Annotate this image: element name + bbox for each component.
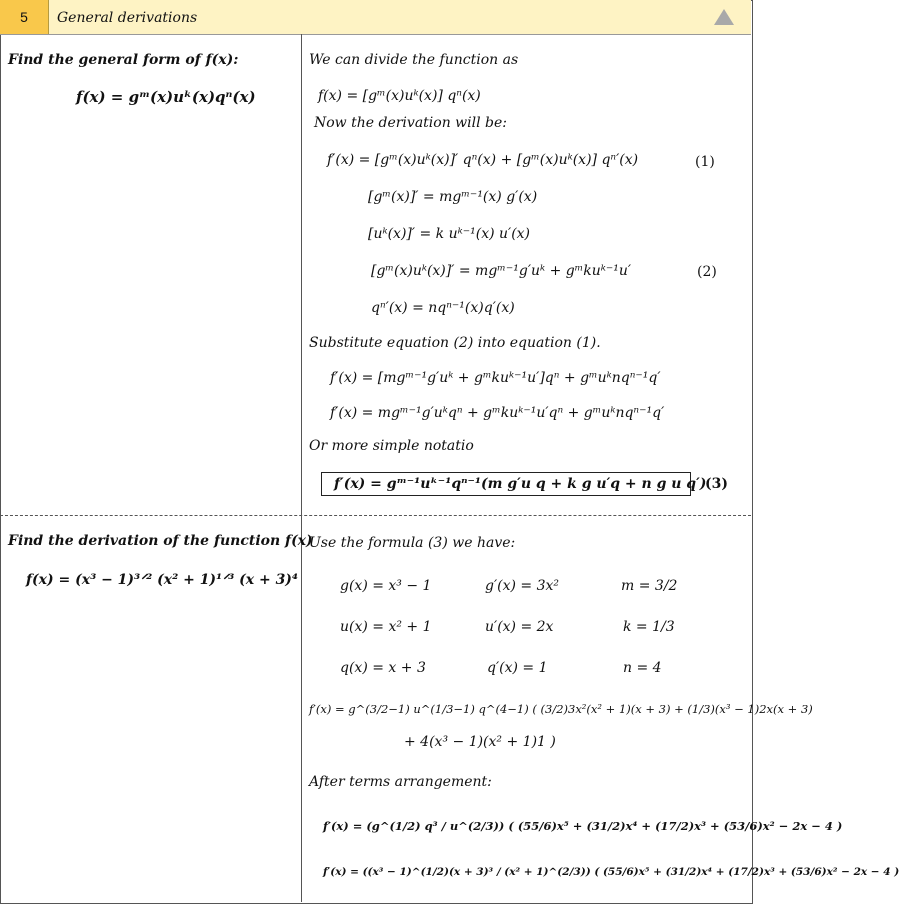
substituted-equation-1: f′(x) = [mgᵐ⁻¹g′uᵏ + gᵐkuᵏ⁻¹u′]qⁿ + gᵐuᵏnqⁿ⁻¹q′ bbox=[330, 370, 661, 386]
result-equation-1: f′(x) = (g^(1/2) q³ / u^(2/3)) ( (55/6)x⁵ + (31/2)x⁴ + (17/2)x³ + (53/6)x² − 2x − 4 ) bbox=[323, 819, 843, 833]
intro-text: We can divide the function as bbox=[309, 52, 519, 68]
simpler-text: Or more simple notatio bbox=[309, 438, 474, 454]
column-divider bbox=[301, 34, 302, 902]
after-arrangement-text: After terms arrangement: bbox=[309, 774, 492, 790]
use-formula-text: Use the formula (3) we have: bbox=[309, 535, 516, 551]
row-divider bbox=[0, 515, 751, 516]
equation-3-tag: (3) bbox=[705, 476, 728, 492]
substituted-equation-2: f′(x) = mgᵐ⁻¹g′uᵏqⁿ + gᵐkuᵏ⁻¹u′qⁿ + gᵐuᵏnqⁿ⁻¹q′ bbox=[330, 405, 665, 421]
equation-2-tag: (2) bbox=[697, 264, 717, 280]
derivative-line-1: f′(x) = g^(3/2−1) u^(1/3−1) q^(4−1) ( (3/2)3x²(x² + 1)(x + 3) + (1/3)(x³ − 1)2x(x + 3) bbox=[309, 702, 813, 716]
derivative-line-2: + 4(x³ − 1)(x² + 1)1 ) bbox=[404, 734, 556, 750]
q-derivative: q′(x) = 1 bbox=[487, 660, 548, 676]
substitute-text: Substitute equation (2) into equation (1). bbox=[309, 335, 601, 351]
section-header bbox=[0, 0, 751, 35]
m-value: m = 3/2 bbox=[621, 578, 678, 594]
collapse-triangle-icon[interactable] bbox=[714, 9, 734, 25]
equation-2: [gᵐ(x)uᵏ(x)]′ = mgᵐ⁻¹g′uᵏ + gᵐkuᵏ⁻¹u′ bbox=[371, 263, 632, 279]
section-number: 5 bbox=[0, 0, 49, 34]
q-definition: q(x) = x + 3 bbox=[340, 660, 426, 676]
u-definition: u(x) = x² + 1 bbox=[340, 619, 432, 635]
g-definition: g(x) = x³ − 1 bbox=[340, 578, 432, 594]
result-equation-2: f′(x) = ((x³ − 1)^(1/2)(x + 3)³ / (x² + 1)^(2/3)) ( (55/6)x⁵ + (31/2)x⁴ + (17/2)x³ + (53/6)x² − 2x − 4 ) bbox=[323, 866, 899, 878]
given-function-1: f(x) = gᵐ(x)uᵏ(x)qⁿ(x) bbox=[76, 88, 256, 106]
given-function-2: f(x) = (x³ − 1)³ᐟ² (x² + 1)¹ᐟ³ (x + 3)⁴ bbox=[26, 572, 299, 588]
equation-3: f′(x) = gᵐ⁻¹uᵏ⁻¹qⁿ⁻¹(m g′u q + k g u′q + n g u q′) bbox=[334, 476, 707, 492]
g-derivative: g′(x) = 3x² bbox=[485, 578, 560, 594]
n-value: n = 4 bbox=[623, 660, 662, 676]
question-2: Find the derivation of the function f(x) bbox=[8, 533, 313, 549]
derivative-u-power: [uᵏ(x)]′ = k uᵏ⁻¹(x) u′(x) bbox=[368, 226, 531, 242]
u-derivative: u′(x) = 2x bbox=[485, 619, 554, 635]
section-title: General derivations bbox=[57, 10, 198, 26]
derivation-intro: Now the derivation will be: bbox=[314, 115, 507, 131]
k-value: k = 1/3 bbox=[623, 619, 675, 635]
question-1: Find the general form of f(x): bbox=[8, 52, 239, 68]
equation-1-tag: (1) bbox=[695, 154, 715, 170]
equation-1: f′(x) = [gᵐ(x)uᵏ(x)]′ qⁿ(x) + [gᵐ(x)uᵏ(x)] qⁿ′(x) bbox=[327, 152, 639, 168]
derivative-q-power: qⁿ′(x) = nqⁿ⁻¹(x)q′(x) bbox=[371, 300, 515, 316]
split-equation: f(x) = [gᵐ(x)uᵏ(x)] qⁿ(x) bbox=[318, 88, 481, 104]
derivative-g-power: [gᵐ(x)]′ = mgᵐ⁻¹(x) g′(x) bbox=[368, 189, 538, 205]
